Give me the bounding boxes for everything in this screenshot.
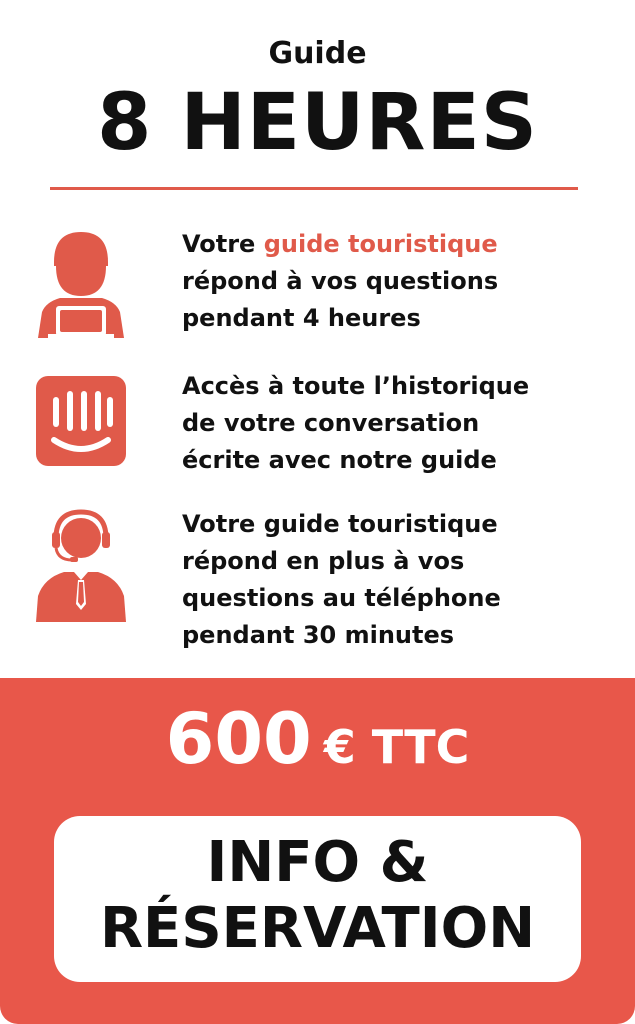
feature-text-phone <box>182 506 622 654</box>
title-divider <box>50 187 578 190</box>
feature-line: questions au téléphone <box>182 584 501 612</box>
feature-line: pendant 4 heures <box>182 304 421 332</box>
cta-line-2: RÉSERVATION <box>99 896 536 961</box>
price-currency: € TTC <box>323 720 470 774</box>
chat-history-icon <box>34 374 128 484</box>
guide-laptop-icon <box>34 226 128 336</box>
feature-text-guide <box>182 226 622 337</box>
feature-highlight: guide touristique <box>263 230 498 258</box>
phone-guide-icon <box>34 506 128 616</box>
feature-line: répond à vos questions <box>182 267 499 295</box>
price-band <box>0 678 635 1024</box>
cta-line-1: INFO & <box>206 830 429 895</box>
price-label <box>0 698 635 780</box>
info-reservation-button[interactable] <box>54 816 581 982</box>
price-amount: 600 <box>165 698 312 780</box>
feature-lead: Votre <box>182 230 264 258</box>
feature-line: Accès à toute l’historique <box>182 372 530 400</box>
offer-subtitle: Guide <box>268 36 367 71</box>
feature-line: écrite avec notre guide <box>182 446 497 474</box>
feature-text-history <box>182 368 622 479</box>
feature-line: pendant 30 minutes <box>182 621 455 649</box>
feature-line: répond en plus à vos <box>182 547 465 575</box>
offer-title: 8 HEURES <box>97 78 538 168</box>
feature-line: de votre conversation <box>182 409 480 437</box>
feature-line <box>182 226 622 263</box>
feature-line: Votre guide touristique <box>182 510 498 538</box>
